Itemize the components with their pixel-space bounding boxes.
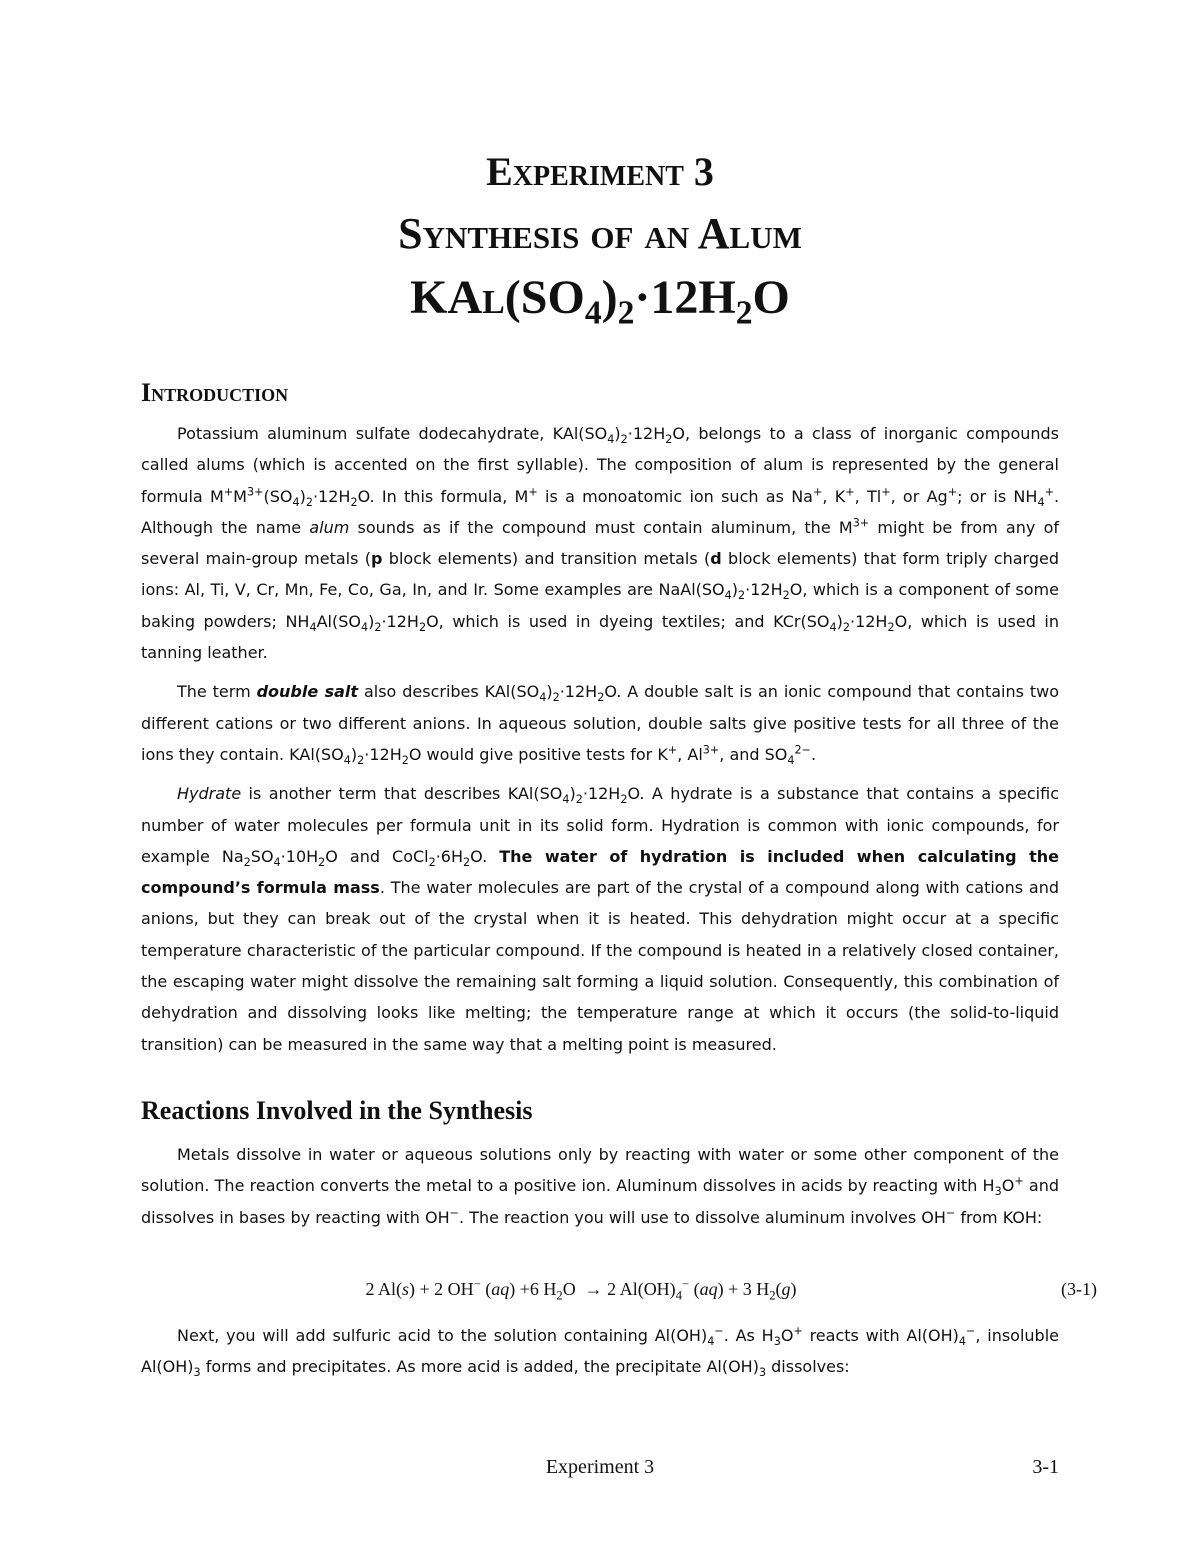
introduction-body [141,418,1059,1068]
next-body [141,1320,1059,1391]
footer-title: Experiment 3 [545,1456,655,1478]
title-formula: $KAl(SO_4)_2\cdot 12H_2O$ [410,271,790,332]
intro-paragraph-3: Hydrate is another term that describes $KAl(SO_4)_2\cdot 12H_2O$. A hydrate is a substance that contains a specific number of water molecules per formula unit in its solid form. Hydration is common with ionic compounds, for example $Na_2SO_4\cdot 10H_2O$ and $CoCl_2\cdot 6H_2O$. The water of hydration is included when calculating the compound’s formula mass. The water molecules are part of the crystal of a compound along with cations and anions, but they can break out of the crystal when it is heated. This dehydration might occur at a specific temperature characteristic of the particular compound. If the compound is heated in a relatively closed container, the escaping water might dissolve the remaining salt forming a liquid solution. Consequently, this combination of dehydration and dissolving looks like melting; the temperature range at which it occurs (the solid-to-liquid transition) can be measured in the same way that a melting point is measured. [141,784,1060,1054]
equation-3-1 [141,1279,1097,1309]
introduction-heading: Introduction [141,378,289,407]
reactions-body [141,1139,1059,1241]
experiment-number: Experiment 3 [486,149,714,194]
reactions-paragraph: Metals dissolve in water or aqueous solutions only by reacting with water or some other component of the solution. The reaction converts the metal to a positive ion. Aluminum dissolves in acids by reacting with $H_3O^+$ and dissolves in bases by reacting with OH−. The reaction you will use to dissolve aluminum involves OH− from KOH: [141,1145,1059,1227]
next-paragraph: Next, you will add sulfuric acid to the solution containing $Al(OH)_4^-$. As $H_3O^+$ reacts with $Al(OH)_4^-$, insoluble $Al(OH)_3$ forms and precipitates. As more acid is added, the precipitate $Al(OH)_3$ dissolves: [141,1324,1060,1380]
reactions-heading: Reactions Involved in the Synthesis [141,1096,533,1125]
equation-number: (3-1) [1061,1279,1097,1299]
intro-paragraph-2: The term double salt also describes $KAl(SO_4)_2\cdot 12H_2O$. A double salt is an ionic compound that contains two different cations or two different anions. In aqueous solution, double salts give positive tests for all three of the ions they contain. $KAl(SO_4)_2\cdot 12H_2O$ would give positive tests for K+, $Al^{3+}$, and $SO_4^{2-}$. [141,682,1059,768]
equation-text: 2 Al(s) + 2 OH− (aq) +6 $H_2O \to 2$ $Al(OH)_4^-$ (aq) + 3 $H_2(g)$ [365,1277,797,1303]
document-title: Synthesis of an Alum [398,209,802,258]
page-number: 3-1 [1032,1456,1059,1478]
intro-paragraph-1: Potassium aluminum sulfate dodecahydrate, $KAl(SO_4)_2\cdot 12H_2O$, belongs to a class of inorganic compounds called alums (which is accented on the first syllable). The composition of alum is represented by the general formula $M^+M^{3+}(SO_4)_2\cdot 12H_2O$. In this formula, M+ is a monoatomic ion such as Na+, K+, Tl+, or Ag+; or is $NH_4^+$. Although the name alum sounds as if the compound must contain aluminum, the $M^{3+}$ might be from any of several main-group metals (p block elements) and transition metals (d block elements) that form triply charged ions: Al, Ti, V, Cr, Mn, Fe, Co, Ga, In, and Ir. Some examples are $NaAl(SO_4)_2\cdot 12H_2O$, which is a component of some baking powders; $NH_4Al(SO_4)_2\cdot 12H_2O$, which is used in dyeing textiles; and $KCr(SO_4)_2\cdot 12H_2O$, which is used in tanning leather. [141,424,1060,663]
